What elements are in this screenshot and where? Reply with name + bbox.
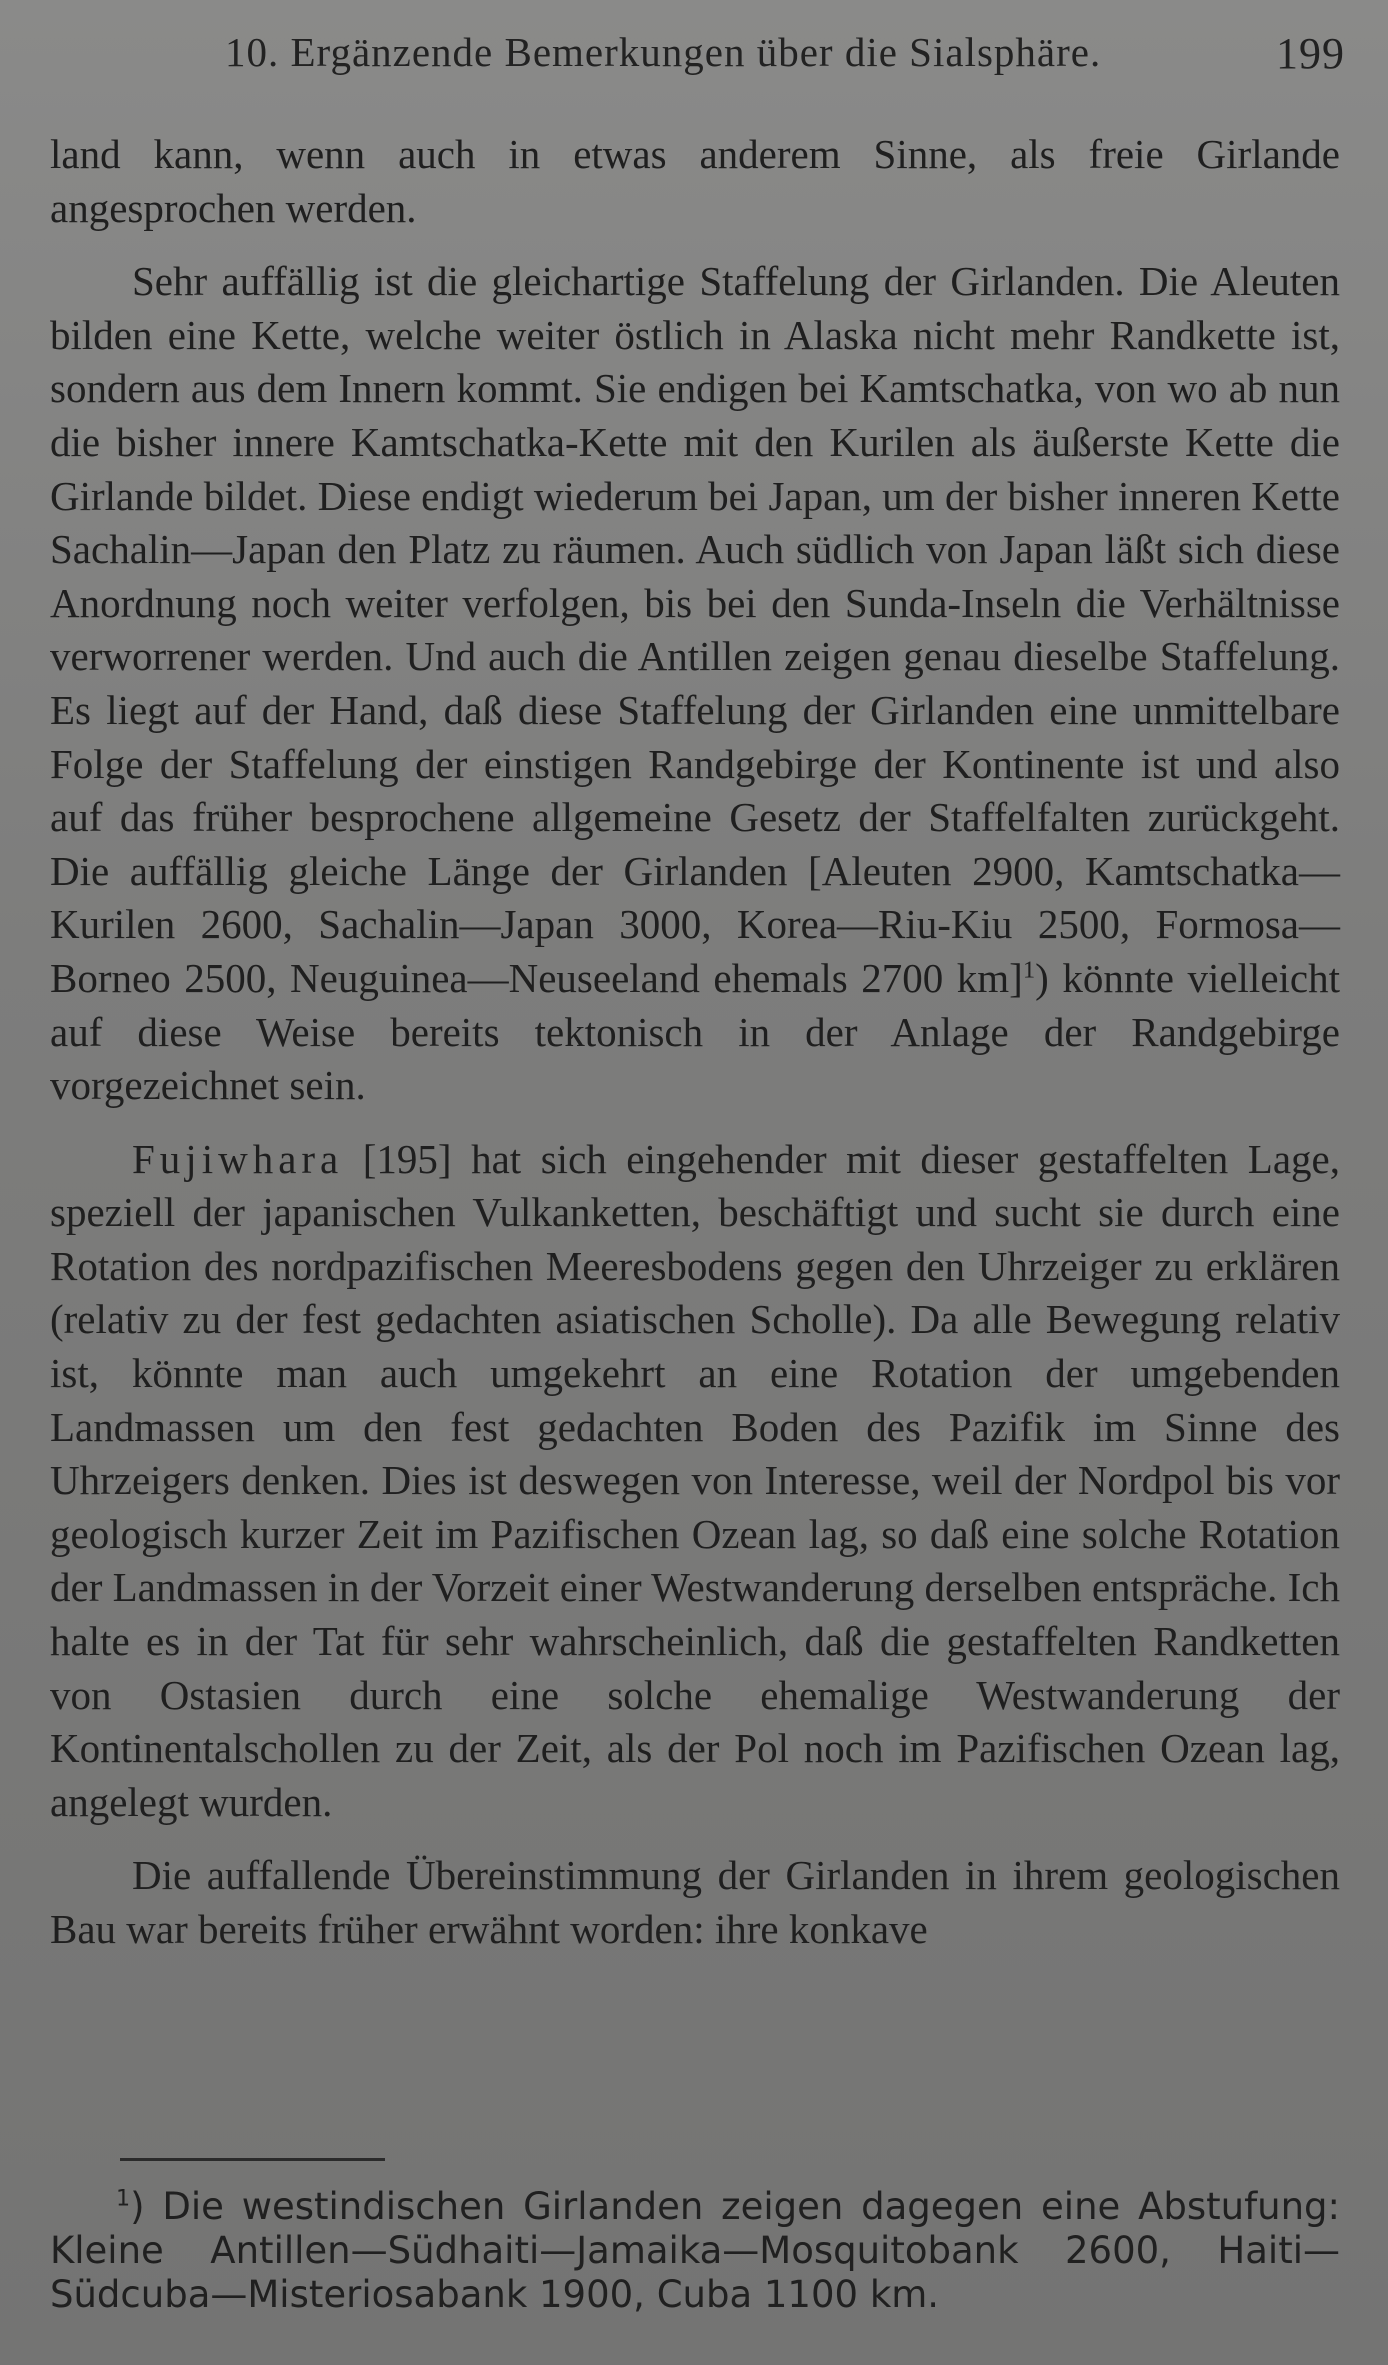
- paragraph-continuation: [50, 128, 1340, 235]
- footnote-paragraph: [50, 2185, 1340, 2317]
- paragraph-text: ) könnte vielleicht auf diese Weise bereits tektonisch in der Anlage der Randgebirge vorgezeichnet sein.: [50, 954, 1340, 1109]
- paragraph-staffelung: [50, 255, 1340, 1113]
- paragraph-text: [195] hat sich eingehender mit dieser gestaffelten Lage, speziell der japanischen Vulkanketten, beschäftigt und sucht sie durch eine Rotation des nordpazifischen Meeresbodens gegen den Uhrzeiger zu erklären (relativ zu der fest gedachten asiatischen Scholle). Da alle Bewegung relativ ist, könnte man auch umgekehrt an eine Rotation der umgebenden Landmassen um den fest gedachten Boden des Pazifik im Sinne des Uhrzeigers denken. Dies ist deswegen von Interesse, weil der Nordpol bis vor geologisch kurzer Zeit im Pazifischen Ozean lag, so daß eine solche Rotation der Landmassen in der Vorzeit einer Westwanderung derselben entspräche. Ich halte es in der Tat für sehr wahrscheinlich, daß die gestaffelten Randketten von Ostasien durch eine solche ehemalige Westwanderung der Kontinentalschollen zu der Zeit, als der Pol noch im Pazifischen Ozean lag, angelegt wurden.: [50, 1135, 1340, 1825]
- paragraph-text: land kann, wenn auch in etwas anderem Sinne, als freie Girlande angesprochen werden.: [50, 131, 1340, 231]
- page-header: [225, 28, 1345, 88]
- paragraph-uebereinstimmung: [50, 1849, 1340, 1956]
- footnote: [50, 2185, 1340, 2317]
- footnote-divider: [120, 2158, 385, 2161]
- footnote-reference[interactable]: 1: [1022, 956, 1036, 984]
- page-number: 199: [1276, 29, 1345, 78]
- running-title: 10. Ergänzende Bemerkungen über die Sialsphäre.: [225, 29, 1102, 75]
- paragraph-text: Die auffallende Übereinstimmung der Girlanden in ihrem geologischen Bau war bereits früher erwähnt worden: ihre konkave: [50, 1852, 1340, 1952]
- author-name: Fujiwhara: [132, 1135, 344, 1182]
- footnote-marker: 1: [116, 2185, 131, 2212]
- body-text: [50, 128, 1340, 1957]
- footnote-text: ) Die westindischen Girlanden zeigen dagegen eine Abstufung: Kleine Antillen—Südhaiti—Jamaika—Mosquitobank 2600, Haiti—Südcuba—Misteriosabank 1900, Cuba 1100 km.: [50, 2185, 1340, 2316]
- paragraph-fujiwhara: [50, 1133, 1340, 1830]
- paragraph-text: Sehr auffällig ist die gleichartige Staffelung der Girlanden. Die Aleuten bilden eine Kette, welche weiter östlich in Alaska nicht mehr Randkette ist, sondern aus dem Innern kommt. Sie endigen bei Kamtschatka, von wo ab nun die bisher innere Kamtschatka-Kette mit den Kurilen als äußerste Kette die Girlande bildet. Diese endigt wiederum bei Japan, um der bisher inneren Kette Sachalin—Japan den Platz zu räumen. Auch südlich von Japan läßt sich diese Anordnung noch weiter verfolgen, bis bei den Sunda-Inseln die Verhältnisse verworrener werden. Und auch die Antillen zeigen genau dieselbe Staffelung. Es liegt auf der Hand, daß diese Staffelung der Girlanden eine unmittelbare Folge der Staffelung der einstigen Randgebirge der Kontinente ist und also auf das früher besprochene allgemeine Gesetz der Staffelfalten zurückgeht. Die auffällig gleiche Länge der Girlanden [Aleuten 2900, Kamtschatka—Kurilen 2600, Sachalin—Japan 3000, Korea—Riu-Kiu 2500, Formosa—Borneo 2500, Neuguinea—Neuseeland ehemals 2700 km]: [50, 258, 1340, 1001]
